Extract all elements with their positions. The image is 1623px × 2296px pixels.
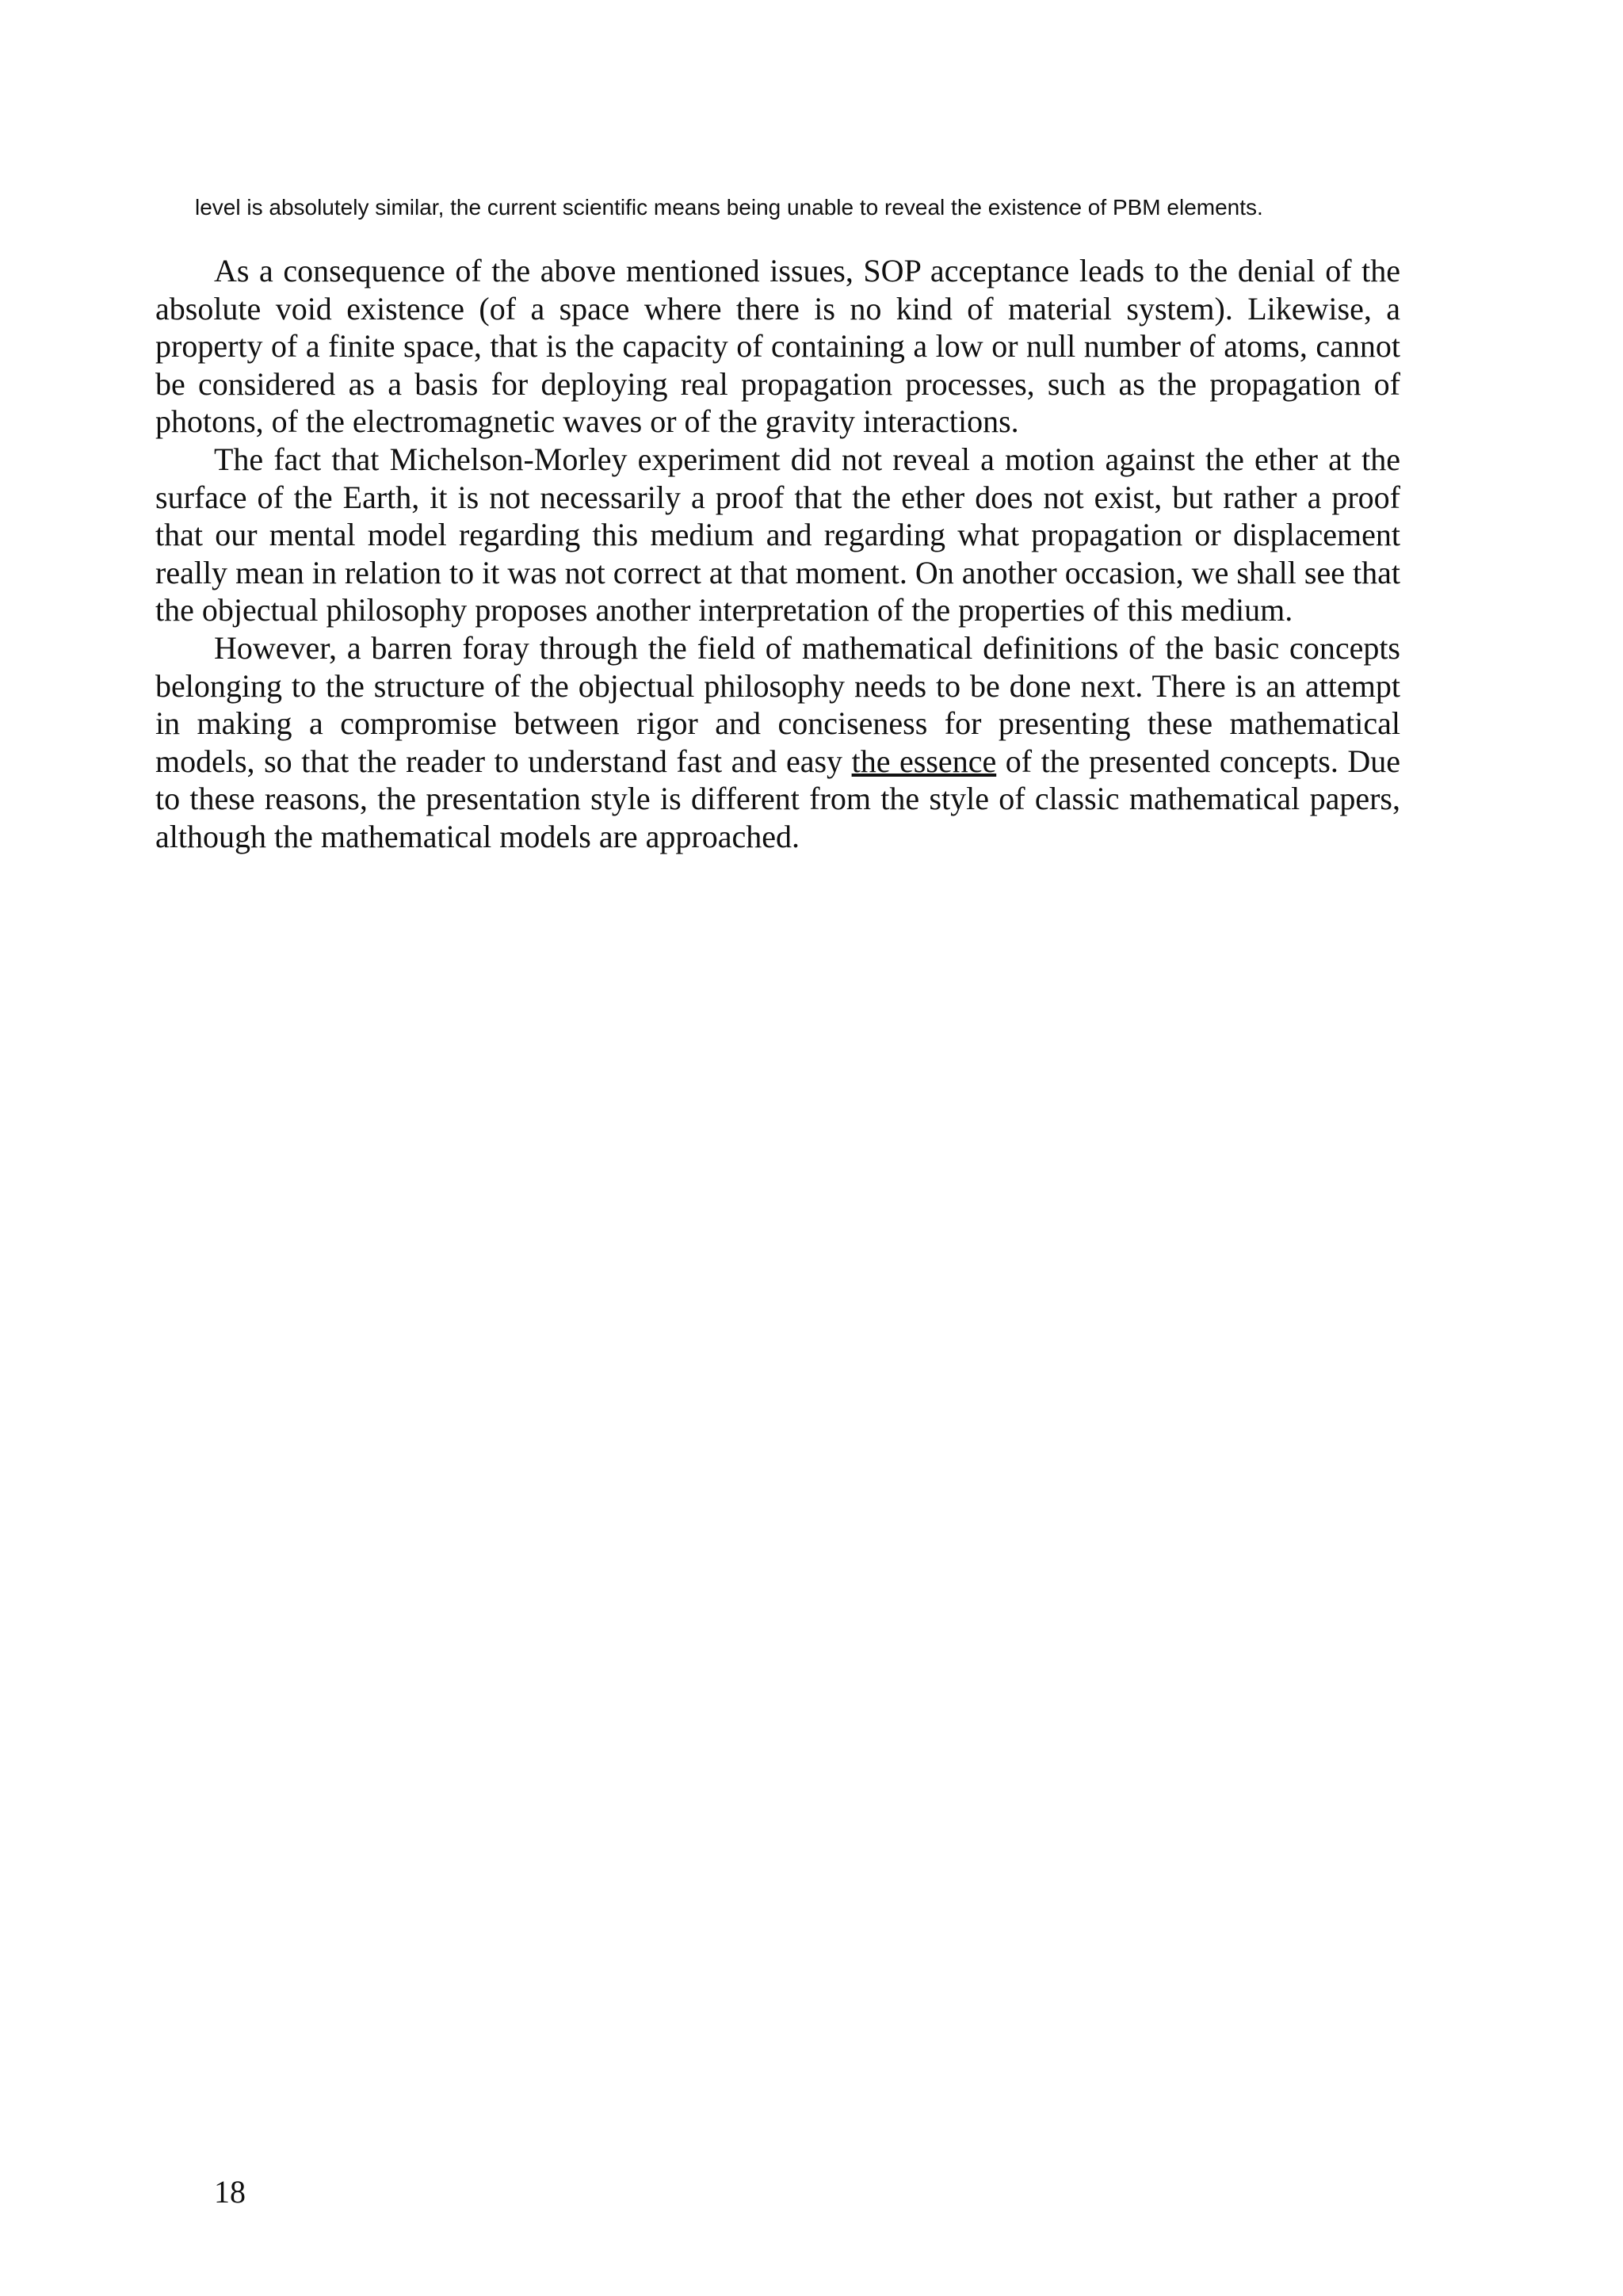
- paragraph-michelson-morley: The fact that Michelson-Morley experiment did not reveal a motion against the ether at the surface of the Earth, it is not necessarily a proof that the ether does not exist, but rather a proof that our mental model regarding this medium and regarding what propagation or displacement really mean in relation to it was not correct at that moment. On another occasion, we shall see that the objectual philosophy proposes another interpretation of the properties of this medium.: [155, 441, 1400, 628]
- footnote-continuation: level is absolutely similar, the current scientific means being unable to reveal the existence of PBM elements.: [195, 195, 1263, 220]
- body-text: [155, 252, 1400, 856]
- paragraph-mathematical-definitions: [155, 629, 1400, 856]
- page-number: 18: [214, 2174, 246, 2210]
- underlined-phrase: the essence: [851, 743, 997, 779]
- paragraph-sop-acceptance: As a consequence of the above mentioned issues, SOP acceptance leads to the denial of the absolute void existence (of a space where there is no kind of material system). Likewise, a property of a finite space, that is the capacity of containing a low or null number of atoms, cannot be considered as a basis for deploying real propagation processes, such as the propagation of photons, of the electromagnetic waves or of the gravity interactions.: [155, 253, 1400, 440]
- paragraph-text-start: However, a barren foray through the field of mathematical definitions of the basic concepts belonging to the structure of the objectual philosophy needs to be done next. There is an attempt in making a compromise between rigor and conciseness for presenting these mathematical models, so that the reader to understand fast and easy: [155, 629, 1400, 779]
- paragraph-text-end: of the presented concepts. Due to these reasons, the presentation style is different from the style of classic mathematical papers, although the mathematical models are approached.: [155, 743, 1401, 854]
